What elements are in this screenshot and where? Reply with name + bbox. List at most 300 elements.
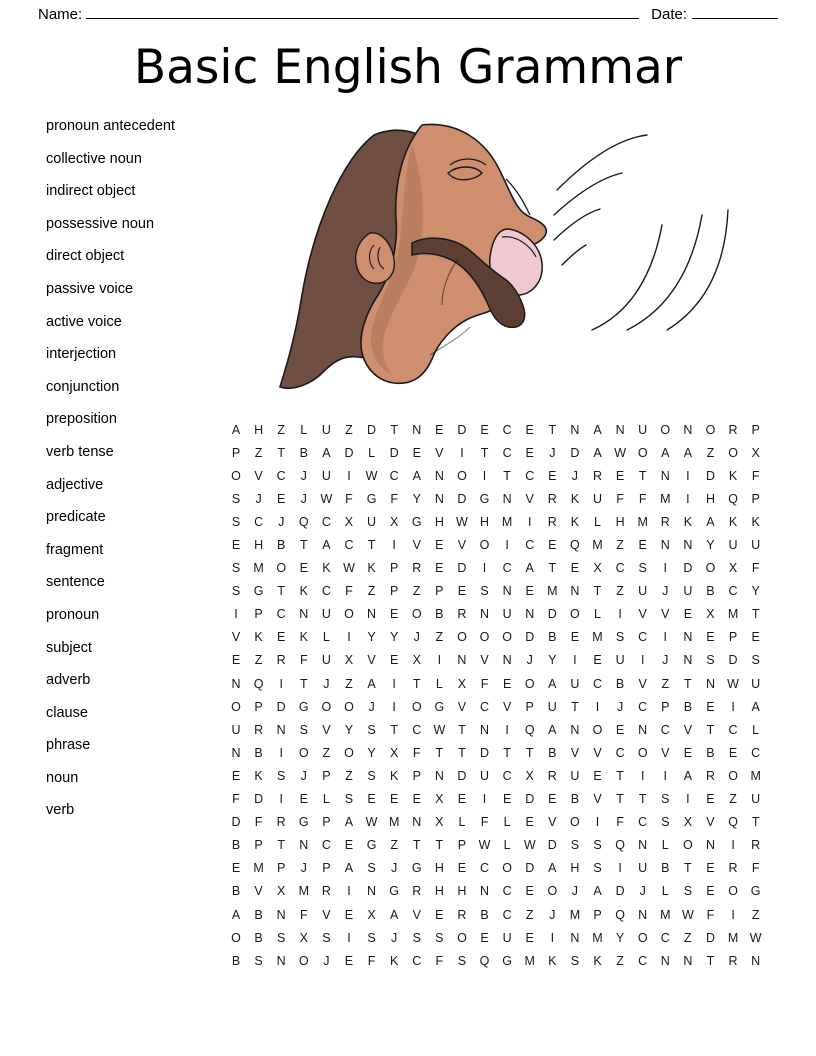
grid-cell[interactable]: K xyxy=(254,630,263,645)
grid-cell[interactable]: F xyxy=(390,491,398,506)
grid-cell[interactable]: T xyxy=(299,676,308,691)
grid-cell[interactable]: T xyxy=(751,607,760,622)
grid-cell[interactable]: C xyxy=(638,815,648,830)
grid-cell[interactable]: N xyxy=(615,422,625,437)
grid-cell[interactable]: O xyxy=(344,745,354,760)
grid-cell[interactable]: I xyxy=(460,445,464,460)
grid-cell[interactable]: K xyxy=(570,491,580,506)
grid-cell[interactable]: J xyxy=(300,861,307,876)
grid-cell[interactable]: O xyxy=(479,538,490,553)
grid-cell[interactable]: A xyxy=(661,445,670,460)
grid-cell[interactable]: I xyxy=(527,514,532,529)
grid-cell[interactable]: J xyxy=(323,676,330,691)
grid-cell[interactable]: E xyxy=(706,699,715,714)
grid-cell[interactable]: N xyxy=(276,907,286,922)
grid-cell[interactable]: T xyxy=(571,699,579,714)
grid-cell[interactable]: S xyxy=(570,838,580,853)
grid-cell[interactable]: U xyxy=(592,491,603,506)
grid-cell[interactable]: Z xyxy=(345,676,353,691)
grid-cell[interactable]: F xyxy=(299,653,308,668)
grid-cell[interactable]: L xyxy=(752,722,760,737)
grid-cell[interactable]: Z xyxy=(390,838,398,853)
grid-cell[interactable]: J xyxy=(368,699,375,714)
grid-cell[interactable]: U xyxy=(502,607,512,622)
grid-cell[interactable]: T xyxy=(616,768,624,783)
grid-cell[interactable]: I xyxy=(640,768,645,783)
grid-cell[interactable]: I xyxy=(482,792,487,807)
grid-cell[interactable]: N xyxy=(502,653,512,668)
grid-cell[interactable]: J xyxy=(255,491,262,506)
grid-cell[interactable]: J xyxy=(300,468,307,483)
grid-cell[interactable]: V xyxy=(661,607,670,622)
grid-cell[interactable]: D xyxy=(615,884,625,899)
grid-cell[interactable]: C xyxy=(502,445,512,460)
grid-cell[interactable]: W xyxy=(365,815,378,830)
grid-cell[interactable]: P xyxy=(389,584,399,599)
grid-cell[interactable]: A xyxy=(322,538,331,553)
grid-cell[interactable]: G xyxy=(411,514,422,529)
grid-cell[interactable]: D xyxy=(254,792,264,807)
grid-cell[interactable]: F xyxy=(412,745,421,760)
grid-cell[interactable]: J xyxy=(571,884,579,899)
grid-cell[interactable]: D xyxy=(547,607,557,622)
grid-cell[interactable]: N xyxy=(480,607,490,622)
grid-cell[interactable]: F xyxy=(299,907,308,922)
grid-cell[interactable]: N xyxy=(367,607,377,622)
grid-cell[interactable]: J xyxy=(323,953,330,968)
grid-cell[interactable]: P xyxy=(322,815,331,830)
grid-cell[interactable]: O xyxy=(592,722,603,737)
grid-cell[interactable]: P xyxy=(728,630,738,645)
grid-cell[interactable]: V xyxy=(570,745,580,760)
grid-cell[interactable]: Z xyxy=(345,422,353,437)
grid-cell[interactable]: U xyxy=(321,653,331,668)
grid-cell[interactable]: U xyxy=(321,422,331,437)
grid-cell[interactable]: D xyxy=(525,861,535,876)
grid-cell[interactable]: A xyxy=(593,445,602,460)
grid-cell[interactable]: G xyxy=(479,491,490,506)
grid-cell[interactable]: B xyxy=(435,607,444,622)
grid-cell[interactable]: H xyxy=(254,538,264,553)
grid-cell[interactable]: L xyxy=(594,514,601,529)
grid-cell[interactable]: D xyxy=(389,445,399,460)
grid-cell[interactable]: P xyxy=(254,607,263,622)
grid-cell[interactable]: G xyxy=(298,699,309,714)
grid-cell[interactable]: I xyxy=(347,930,351,945)
grid-cell[interactable]: T xyxy=(367,538,376,553)
grid-cell[interactable]: P xyxy=(661,699,670,714)
grid-cell[interactable]: H xyxy=(615,514,625,529)
grid-cell[interactable]: B xyxy=(706,584,715,599)
grid-cell[interactable]: Z xyxy=(616,953,624,968)
grid-cell[interactable]: C xyxy=(321,838,331,853)
grid-cell[interactable]: Z xyxy=(435,630,444,645)
grid-cell[interactable]: N xyxy=(412,422,422,437)
grid-cell[interactable]: U xyxy=(367,514,377,529)
grid-cell[interactable]: C xyxy=(638,630,648,645)
grid-cell[interactable]: J xyxy=(662,653,669,668)
grid-cell[interactable]: E xyxy=(615,468,625,483)
grid-cell[interactable]: V xyxy=(661,745,670,760)
grid-cell[interactable]: A xyxy=(231,422,241,437)
grid-cell[interactable]: R xyxy=(547,491,557,506)
grid-cell[interactable]: S xyxy=(322,930,331,945)
grid-cell[interactable]: P xyxy=(751,422,760,437)
grid-cell[interactable]: A xyxy=(593,884,602,899)
grid-cell[interactable]: Q xyxy=(728,815,738,830)
grid-cell[interactable]: T xyxy=(638,468,647,483)
grid-cell[interactable]: B xyxy=(548,745,557,760)
grid-cell[interactable]: A xyxy=(706,514,715,529)
grid-cell[interactable]: E xyxy=(638,538,647,553)
grid-cell[interactable]: X xyxy=(389,745,399,760)
grid-cell[interactable]: E xyxy=(412,792,421,807)
grid-cell[interactable]: U xyxy=(480,768,490,783)
grid-cell[interactable]: K xyxy=(322,561,331,576)
grid-cell[interactable]: L xyxy=(503,815,511,830)
grid-cell[interactable]: U xyxy=(638,584,648,599)
grid-cell[interactable]: R xyxy=(751,838,761,853)
grid-cell[interactable]: Q xyxy=(615,838,625,853)
grid-cell[interactable]: E xyxy=(683,607,693,622)
grid-cell[interactable]: S xyxy=(435,930,444,945)
grid-cell[interactable]: V xyxy=(593,745,602,760)
grid-cell[interactable]: T xyxy=(390,422,398,437)
grid-cell[interactable]: C xyxy=(344,538,354,553)
grid-cell[interactable]: P xyxy=(322,768,331,783)
grid-cell[interactable]: O xyxy=(479,630,490,645)
grid-cell[interactable]: O xyxy=(457,468,467,483)
grid-cell[interactable]: I xyxy=(640,653,645,668)
grid-cell[interactable]: P xyxy=(457,838,467,853)
grid-cell[interactable]: E xyxy=(457,584,467,599)
grid-cell[interactable]: Q xyxy=(524,722,535,737)
grid-cell[interactable]: U xyxy=(502,930,512,945)
grid-cell[interactable]: U xyxy=(638,422,648,437)
grid-cell[interactable]: O xyxy=(321,699,332,714)
grid-cell[interactable]: D xyxy=(547,838,557,853)
grid-cell[interactable]: E xyxy=(231,861,241,876)
grid-cell[interactable]: O xyxy=(411,699,422,714)
grid-cell[interactable]: Z xyxy=(277,422,285,437)
grid-cell[interactable]: Z xyxy=(706,445,715,460)
grid-cell[interactable]: V xyxy=(367,653,376,668)
grid-cell[interactable]: T xyxy=(412,838,421,853)
grid-cell[interactable]: N xyxy=(367,884,377,899)
grid-cell[interactable]: S xyxy=(367,861,376,876)
grid-cell[interactable]: U xyxy=(728,538,738,553)
grid-cell[interactable]: V xyxy=(683,722,693,737)
grid-cell[interactable]: E xyxy=(525,884,534,899)
grid-cell[interactable]: G xyxy=(366,491,377,506)
grid-cell[interactable]: F xyxy=(706,907,715,922)
grid-cell[interactable]: S xyxy=(231,491,241,506)
grid-cell[interactable]: S xyxy=(593,838,602,853)
grid-cell[interactable]: V xyxy=(502,699,512,714)
grid-cell[interactable]: L xyxy=(503,838,511,853)
grid-cell[interactable]: K xyxy=(728,468,738,483)
grid-cell[interactable]: T xyxy=(299,538,308,553)
grid-cell[interactable]: S xyxy=(367,768,376,783)
grid-cell[interactable]: R xyxy=(660,514,670,529)
grid-cell[interactable]: D xyxy=(728,653,738,668)
grid-cell[interactable]: C xyxy=(321,514,331,529)
grid-cell[interactable]: S xyxy=(480,584,489,599)
grid-cell[interactable]: M xyxy=(727,930,739,945)
grid-cell[interactable]: O xyxy=(231,930,241,945)
grid-cell[interactable]: Q xyxy=(253,676,264,691)
grid-cell[interactable]: S xyxy=(751,653,760,668)
grid-cell[interactable]: B xyxy=(683,699,693,714)
grid-cell[interactable]: X xyxy=(457,676,467,691)
grid-cell[interactable]: X xyxy=(344,653,354,668)
grid-cell[interactable]: A xyxy=(389,907,399,922)
grid-cell[interactable]: E xyxy=(706,630,715,645)
grid-cell[interactable]: Q xyxy=(728,491,738,506)
grid-cell[interactable]: C xyxy=(389,468,399,483)
grid-cell[interactable]: K xyxy=(570,514,580,529)
grid-cell[interactable]: O xyxy=(637,930,648,945)
grid-cell[interactable]: E xyxy=(389,792,399,807)
grid-cell[interactable]: N xyxy=(683,630,693,645)
grid-cell[interactable]: R xyxy=(412,561,422,576)
grid-cell[interactable]: N xyxy=(705,676,715,691)
grid-cell[interactable]: C xyxy=(321,584,331,599)
grid-cell[interactable]: V xyxy=(548,815,557,830)
grid-cell[interactable]: E xyxy=(435,561,444,576)
grid-cell[interactable]: C xyxy=(412,722,422,737)
grid-cell[interactable]: B xyxy=(615,676,625,691)
grid-cell[interactable]: Z xyxy=(254,445,263,460)
grid-cell[interactable]: C xyxy=(525,468,535,483)
grid-cell[interactable]: O xyxy=(547,884,558,899)
grid-cell[interactable]: I xyxy=(573,653,577,668)
grid-cell[interactable]: I xyxy=(731,907,735,922)
grid-cell[interactable]: E xyxy=(706,792,715,807)
grid-cell[interactable]: E xyxy=(706,884,715,899)
grid-cell[interactable]: I xyxy=(347,884,351,899)
grid-cell[interactable]: I xyxy=(482,468,487,483)
grid-cell[interactable]: C xyxy=(502,561,512,576)
grid-cell[interactable]: A xyxy=(751,699,760,714)
grid-cell[interactable]: J xyxy=(300,768,307,783)
grid-cell[interactable]: S xyxy=(367,930,376,945)
grid-cell[interactable]: C xyxy=(254,514,264,529)
grid-cell[interactable]: E xyxy=(299,561,308,576)
grid-cell[interactable]: E xyxy=(525,445,534,460)
grid-cell[interactable]: U xyxy=(615,653,625,668)
grid-cell[interactable]: T xyxy=(638,792,647,807)
grid-cell[interactable]: T xyxy=(548,422,557,437)
grid-cell[interactable]: S xyxy=(367,722,376,737)
grid-cell[interactable]: P xyxy=(412,768,421,783)
grid-cell[interactable]: K xyxy=(299,630,308,645)
grid-cell[interactable]: D xyxy=(570,445,580,460)
grid-cell[interactable]: M xyxy=(253,861,264,876)
grid-cell[interactable]: E xyxy=(231,538,241,553)
grid-cell[interactable]: Z xyxy=(412,584,421,599)
grid-cell[interactable]: V xyxy=(412,907,421,922)
grid-cell[interactable]: W xyxy=(727,676,739,691)
grid-cell[interactable]: R xyxy=(728,422,738,437)
grid-cell[interactable]: B xyxy=(254,907,263,922)
grid-cell[interactable]: Y xyxy=(706,538,715,553)
grid-cell[interactable]: T xyxy=(435,745,444,760)
grid-cell[interactable]: S xyxy=(277,930,286,945)
grid-cell[interactable]: N xyxy=(525,607,535,622)
grid-cell[interactable]: S xyxy=(457,953,467,968)
grid-cell[interactable]: S xyxy=(231,561,241,576)
grid-cell[interactable]: B xyxy=(277,538,286,553)
grid-cell[interactable]: K xyxy=(751,514,760,529)
grid-cell[interactable]: J xyxy=(549,445,556,460)
grid-cell[interactable]: E xyxy=(435,538,444,553)
grid-cell[interactable]: J xyxy=(526,653,533,668)
grid-cell[interactable]: C xyxy=(615,561,625,576)
grid-cell[interactable]: M xyxy=(660,491,671,506)
grid-cell[interactable]: X xyxy=(412,653,421,668)
grid-cell[interactable]: J xyxy=(662,584,669,599)
grid-cell[interactable]: W xyxy=(343,561,355,576)
grid-cell[interactable]: M xyxy=(727,607,739,622)
grid-cell[interactable]: O xyxy=(502,630,512,645)
grid-cell[interactable]: I xyxy=(279,792,283,807)
grid-cell[interactable]: N xyxy=(660,538,670,553)
grid-cell[interactable]: N xyxy=(570,422,580,437)
grid-cell[interactable]: C xyxy=(592,676,603,691)
grid-cell[interactable]: T xyxy=(277,838,285,853)
grid-cell[interactable]: D xyxy=(344,445,354,460)
grid-cell[interactable]: R xyxy=(321,884,331,899)
grid-cell[interactable]: C xyxy=(276,607,286,622)
grid-cell[interactable]: M xyxy=(298,884,309,899)
grid-cell[interactable]: C xyxy=(638,699,648,714)
grid-cell[interactable]: H xyxy=(570,861,580,876)
grid-cell[interactable]: W xyxy=(433,722,446,737)
grid-cell[interactable]: U xyxy=(321,607,331,622)
grid-cell[interactable]: E xyxy=(277,491,286,506)
grid-cell[interactable]: T xyxy=(616,792,624,807)
grid-cell[interactable]: F xyxy=(638,491,647,506)
grid-cell[interactable]: E xyxy=(457,792,467,807)
grid-cell[interactable]: A xyxy=(412,468,421,483)
grid-cell[interactable]: D xyxy=(457,422,467,437)
grid-cell[interactable]: D xyxy=(276,699,286,714)
grid-cell[interactable]: V xyxy=(525,491,534,506)
grid-cell[interactable]: S xyxy=(615,630,625,645)
grid-cell[interactable]: O xyxy=(728,768,738,783)
grid-cell[interactable]: E xyxy=(231,653,241,668)
grid-cell[interactable]: S xyxy=(412,930,421,945)
grid-cell[interactable]: R xyxy=(412,884,422,899)
grid-cell[interactable]: G xyxy=(434,699,445,714)
grid-cell[interactable]: B xyxy=(480,907,489,922)
grid-cell[interactable]: S xyxy=(231,514,241,529)
grid-cell[interactable]: T xyxy=(435,838,444,853)
grid-cell[interactable]: L xyxy=(368,445,376,460)
grid-cell[interactable]: N xyxy=(570,722,580,737)
grid-cell[interactable]: E xyxy=(570,561,580,576)
grid-cell[interactable]: O xyxy=(705,422,716,437)
grid-cell[interactable]: D xyxy=(525,630,535,645)
grid-cell[interactable]: N xyxy=(683,953,693,968)
grid-cell[interactable]: N xyxy=(276,722,286,737)
grid-cell[interactable]: A xyxy=(525,561,534,576)
grid-cell[interactable]: X xyxy=(299,930,308,945)
grid-cell[interactable]: H xyxy=(254,422,264,437)
grid-cell[interactable]: B xyxy=(231,884,241,899)
grid-cell[interactable]: E xyxy=(525,930,534,945)
grid-cell[interactable]: T xyxy=(480,445,489,460)
grid-cell[interactable]: R xyxy=(547,768,557,783)
grid-cell[interactable]: N xyxy=(299,838,309,853)
grid-cell[interactable]: A xyxy=(593,422,602,437)
grid-cell[interactable]: E xyxy=(593,653,602,668)
grid-cell[interactable]: J xyxy=(413,630,420,645)
grid-cell[interactable]: T xyxy=(684,861,692,876)
grid-cell[interactable]: M xyxy=(501,514,513,529)
grid-cell[interactable]: L xyxy=(322,792,330,807)
grid-cell[interactable]: N xyxy=(299,607,309,622)
grid-cell[interactable]: E xyxy=(389,653,399,668)
grid-cell[interactable]: E xyxy=(548,468,557,483)
date-write-in-line[interactable] xyxy=(692,7,778,19)
grid-cell[interactable]: W xyxy=(320,491,333,506)
grid-cell[interactable]: P xyxy=(389,561,399,576)
grid-cell[interactable]: A xyxy=(548,676,557,691)
grid-cell[interactable]: Z xyxy=(729,792,737,807)
grid-cell[interactable]: H xyxy=(480,514,490,529)
grid-cell[interactable]: P xyxy=(322,861,331,876)
grid-cell[interactable]: I xyxy=(595,699,600,714)
grid-cell[interactable]: O xyxy=(728,445,738,460)
grid-cell[interactable]: F xyxy=(254,815,263,830)
grid-cell[interactable]: Y xyxy=(548,653,557,668)
grid-cell[interactable]: E xyxy=(367,792,376,807)
grid-cell[interactable]: X xyxy=(277,884,286,899)
grid-cell[interactable]: R xyxy=(457,607,467,622)
grid-cell[interactable]: F xyxy=(367,953,376,968)
grid-cell[interactable]: V xyxy=(254,884,263,899)
grid-cell[interactable]: I xyxy=(686,468,690,483)
grid-cell[interactable]: P xyxy=(525,699,534,714)
grid-cell[interactable]: K xyxy=(683,514,693,529)
grid-cell[interactable]: O xyxy=(683,838,693,853)
grid-cell[interactable]: R xyxy=(276,815,286,830)
grid-cell[interactable]: X xyxy=(728,561,738,576)
grid-cell[interactable]: I xyxy=(505,538,509,553)
grid-cell[interactable]: Q xyxy=(298,514,309,529)
grid-cell[interactable]: R xyxy=(728,953,738,968)
grid-cell[interactable]: K xyxy=(367,561,376,576)
grid-cell[interactable]: P xyxy=(277,861,286,876)
grid-cell[interactable]: C xyxy=(276,468,286,483)
grid-cell[interactable]: E xyxy=(344,907,354,922)
grid-cell[interactable]: J xyxy=(391,861,398,876)
grid-cell[interactable]: I xyxy=(686,792,690,807)
grid-cell[interactable]: A xyxy=(344,815,354,830)
grid-cell[interactable]: D xyxy=(525,792,535,807)
grid-cell[interactable]: E xyxy=(706,861,715,876)
grid-cell[interactable]: E xyxy=(570,630,580,645)
grid-cell[interactable]: E xyxy=(457,861,467,876)
grid-cell[interactable]: M xyxy=(524,953,535,968)
grid-cell[interactable]: B xyxy=(231,953,241,968)
grid-cell[interactable]: G xyxy=(366,838,377,853)
grid-cell[interactable]: D xyxy=(705,930,715,945)
grid-cell[interactable]: T xyxy=(503,745,511,760)
grid-cell[interactable]: N xyxy=(457,653,467,668)
